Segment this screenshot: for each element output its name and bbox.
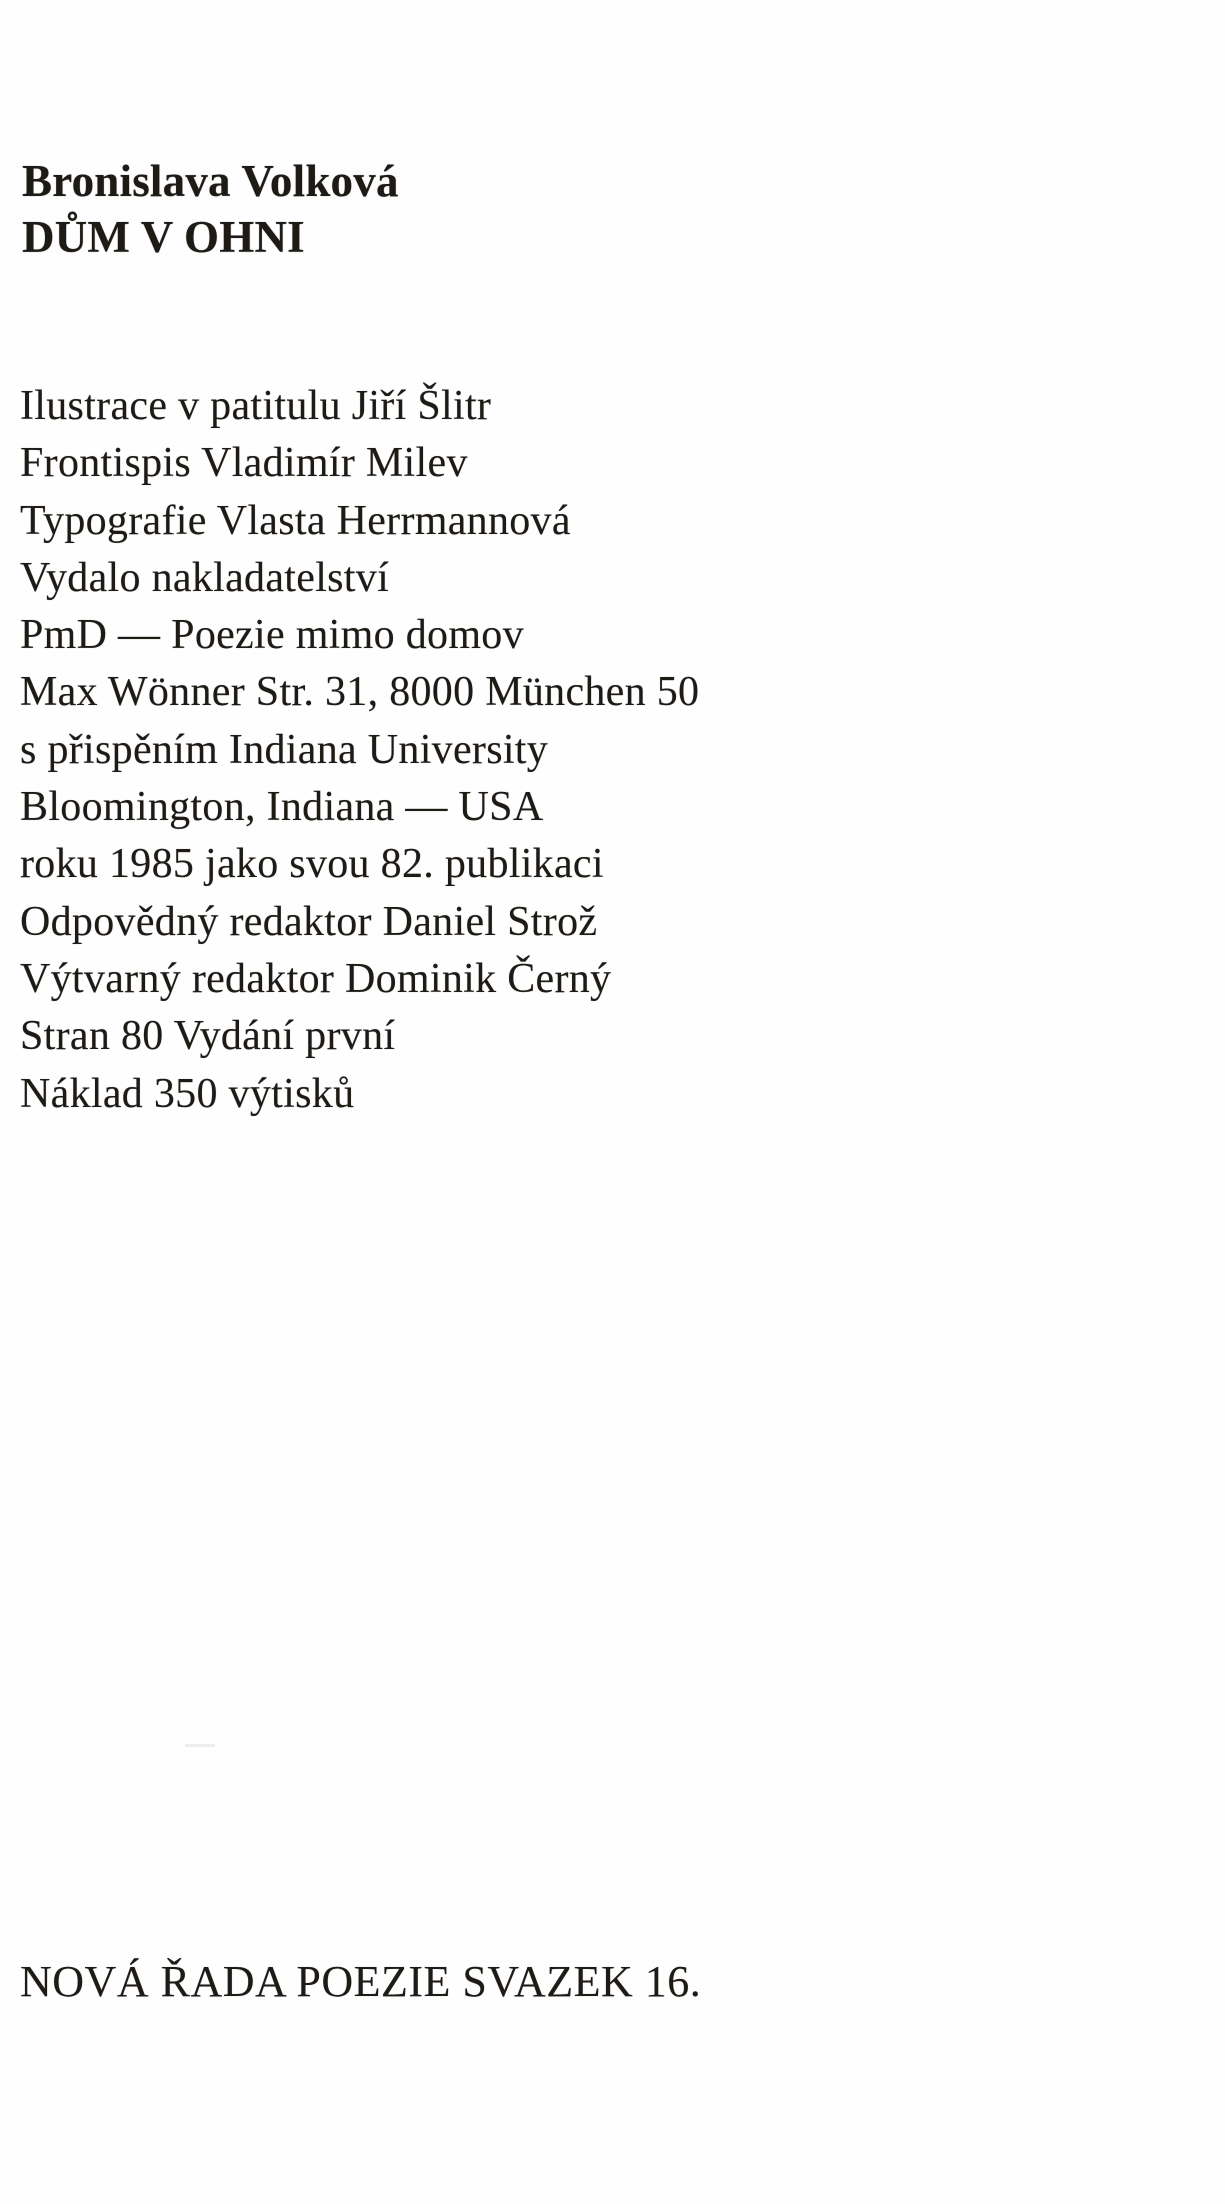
scan-artifact [185,1744,215,1747]
imprint-line: Náklad 350 výtisků [20,1070,355,1117]
imprint-line: Ilustrace v patitulu Jiří Šlitr [20,383,492,429]
imprint-line: Bloomington, Indiana — USA [20,784,544,831]
imprint-block [20,378,699,1123]
book-title: DŮM V OHNI [22,212,305,262]
imprint-line: Frontispis Vladimír Milev [20,440,468,487]
imprint-line: Stran 80 Vydání první [20,1013,396,1060]
imprint-line: PmD — Poezie mimo domov [20,612,524,659]
title-block [22,153,399,265]
imprint-line: Odpovědný redaktor Daniel Strož [20,898,598,945]
author-name: Bronislava Volková [22,156,399,206]
imprint-line: s přispěním Indiana University [20,726,549,773]
imprint-line: Vydalo nakladatelství [20,554,390,601]
series-line: NOVÁ ŘADA POEZIE SVAZEK 16. [20,1957,702,2006]
imprint-line: Max Wönner Str. 31, 8000 München 50 [20,669,700,716]
imprint-line: Výtvarný redaktor Dominik Černý [20,955,612,1002]
imprint-line: Typografie Vlasta Herrmannová [20,497,571,544]
imprint-line: roku 1985 jako svou 82. publikaci [20,841,604,888]
